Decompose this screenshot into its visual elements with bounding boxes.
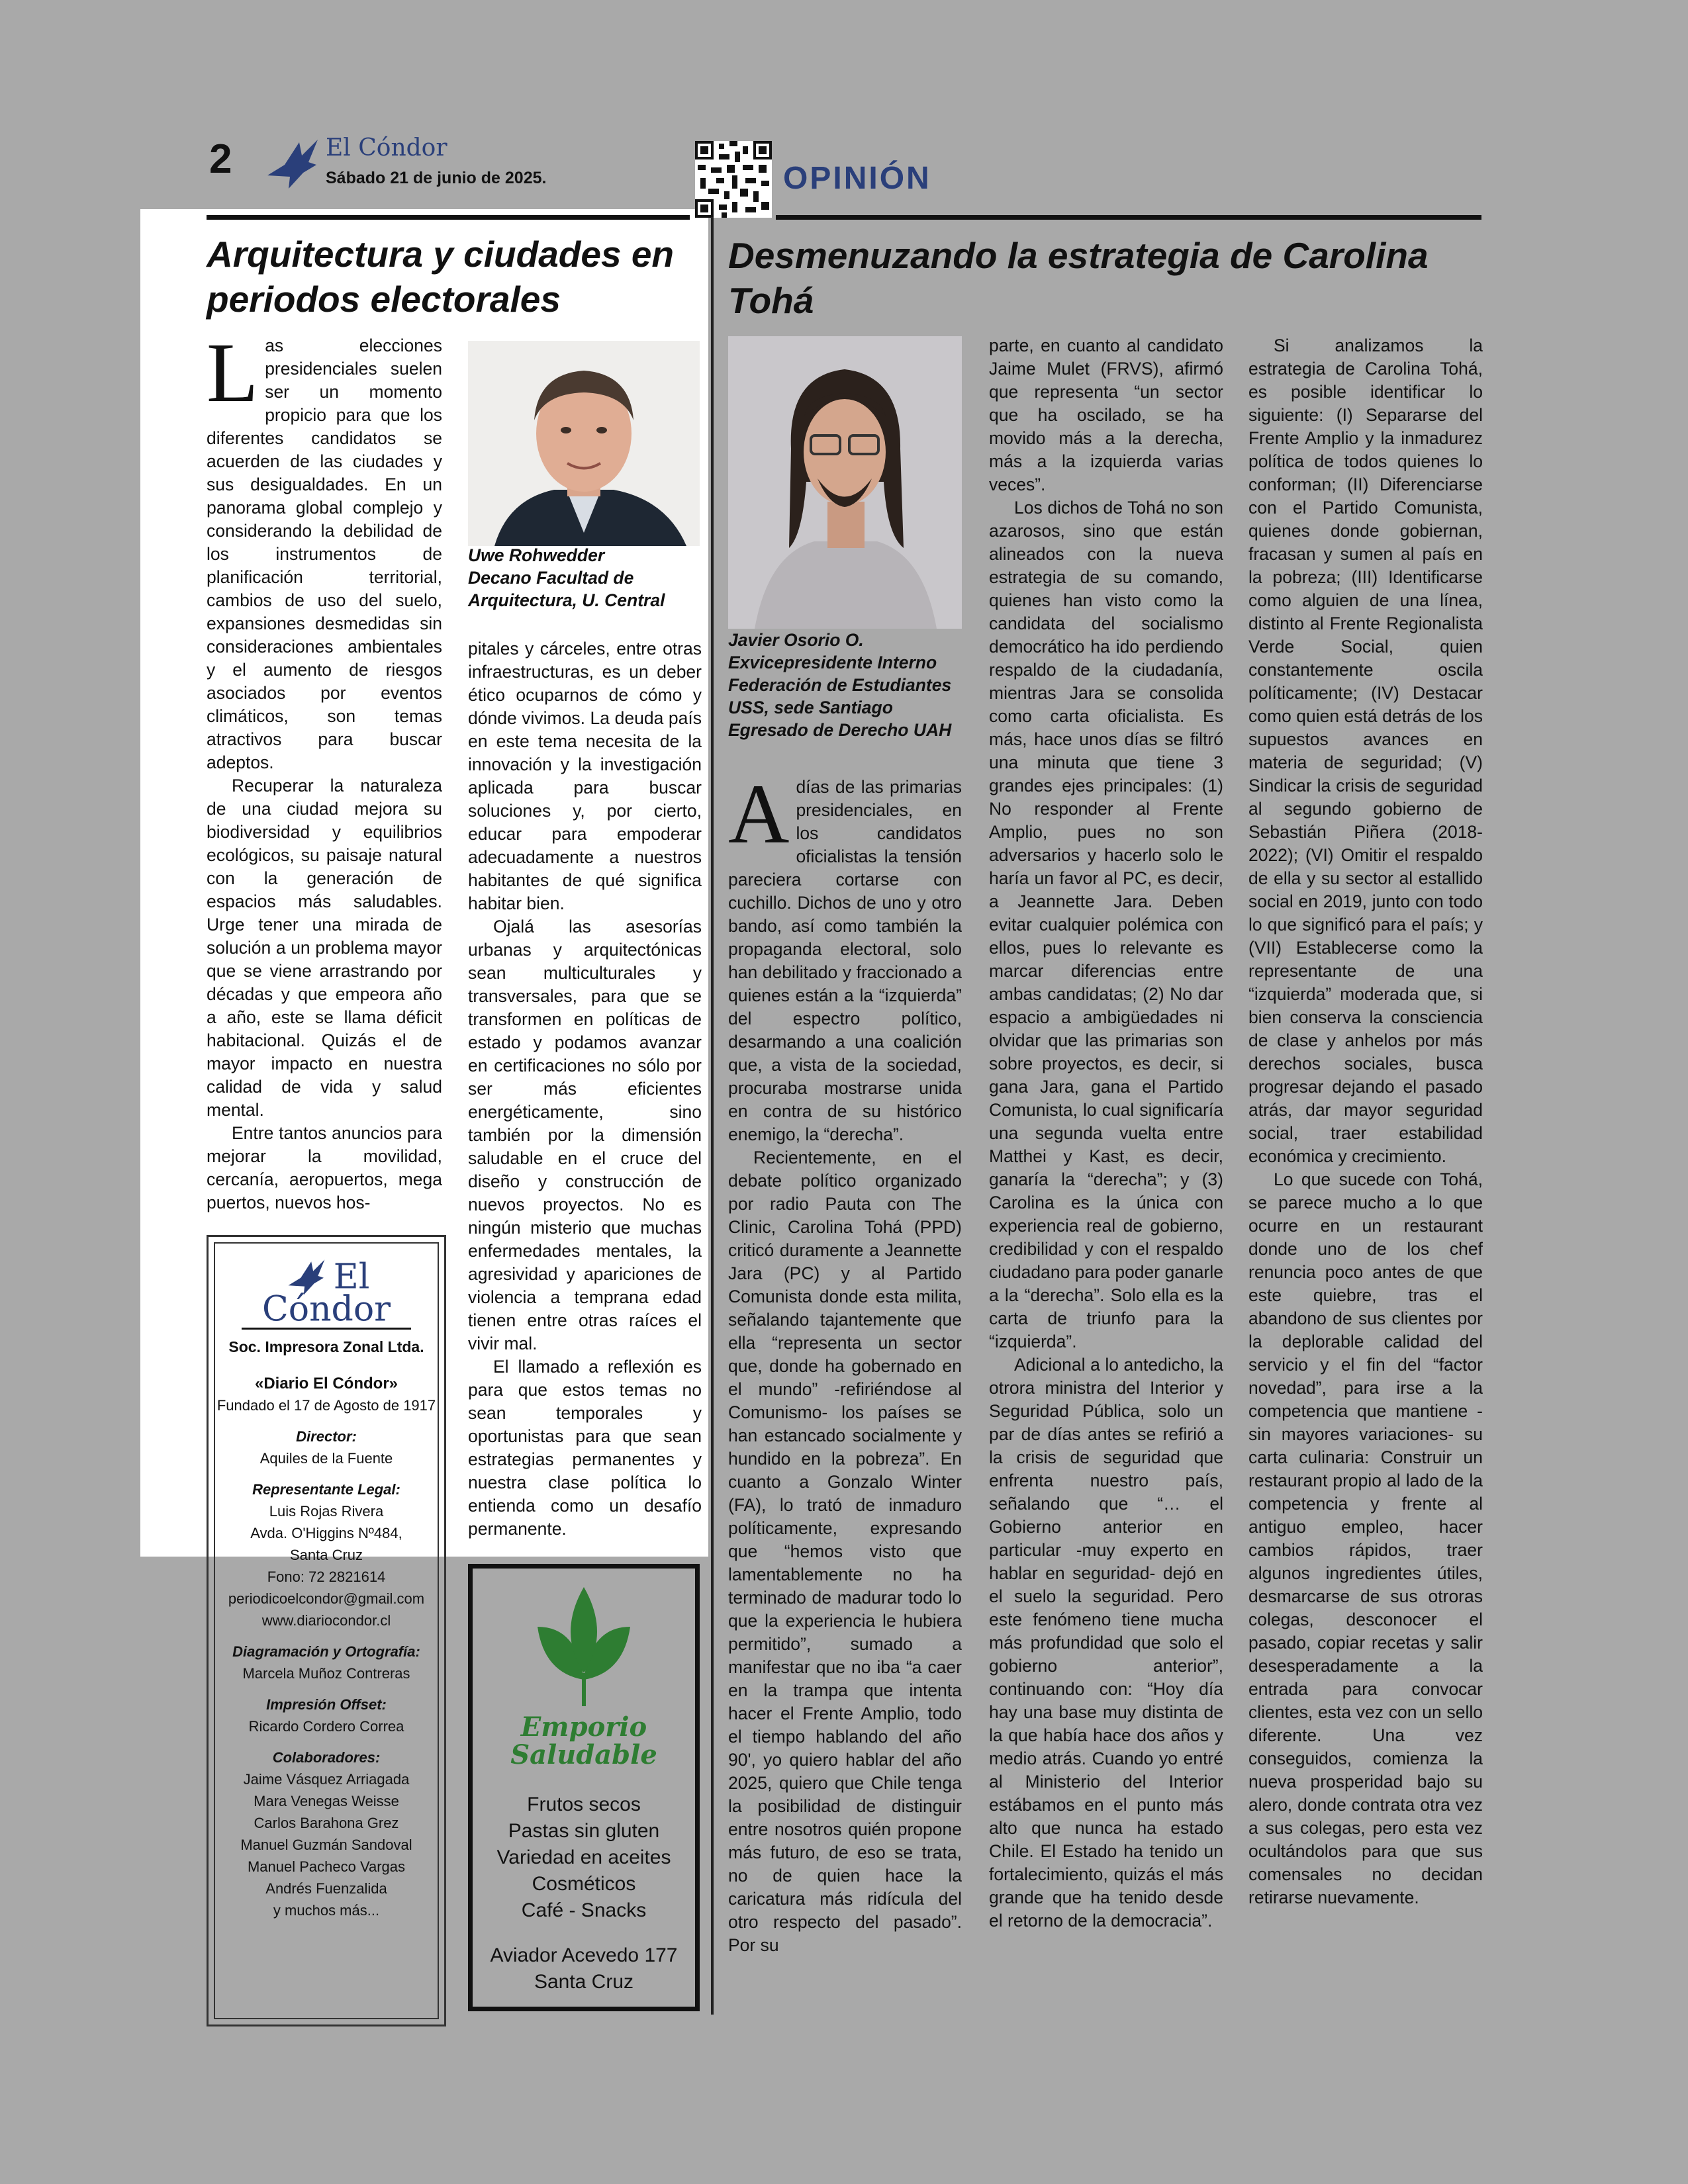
ad-item: Cosméticos	[532, 1873, 636, 1895]
city: Santa Cruz	[289, 1546, 363, 1563]
drop-cap: A	[728, 767, 790, 861]
article1-author-caption: Uwe Rohwedder Decano Facultad de Arquitectura, U. Central	[468, 545, 665, 610]
layout-label: Diagramación y Ortografía:	[232, 1643, 420, 1660]
ad-address: Aviador Acevedo 177 Santa Cruz	[490, 1944, 678, 1993]
print-name: Ricardo Cordero Correa	[248, 1717, 404, 1735]
masthead-box	[207, 1235, 446, 2026]
print-label: Impresión Offset:	[266, 1696, 387, 1713]
header-rule-left	[207, 215, 690, 220]
article2-paragraph: Lo que sucede con Tohá, se parece mucho a lo que ocurre en un restaurant donde uno de los chef renuncia poco antes de que este quiebre, tras el abandono de sus clientes por la deplorable calidad del servicio y el fin del “factor novedad”, para irse a la competencia que mantiene -sin mayores variaciones- su carta culinaria: Construir un restaurant propio al lado de la competencia y frente al antiguo empleo, hacer cambios rápidos, traer algunos ingredientes útiles, desmarcarse de sus otroras colegas, desconocer el pasado, copiar recetas y salir desesperadamente a la entrada para convocar clientes, esta vez con un sello diferente. Una vez conseguidos, comienza la nueva prosperidad bajo su alero, donde contrata otra vez a sus colegas, pero esta vez ocultándolos para que sus comensales no decidan retirarse nuevamente.	[1248, 1169, 1483, 1907]
header-rule-right	[776, 215, 1481, 220]
article2-title: Desmenuzando la estrategia de Carolina Tohá	[728, 235, 1429, 321]
collaborator: Carlos Barahona Grez	[254, 1814, 399, 1831]
legal-label: Representante Legal:	[252, 1480, 400, 1498]
ad-product-list	[473, 1792, 695, 1924]
article1-paragraph: Entre tantos anuncios para mejorar la movilidad, cercanía, aeropuertos, mega puertos, nuevos hos-	[207, 1123, 442, 1212]
phone: Fono: 72 2821614	[267, 1568, 386, 1585]
collaborator: Manuel Pacheco Vargas	[247, 1858, 406, 1875]
legal-representative: Luis Rojas Rivera	[269, 1502, 384, 1520]
author-photo-javier	[728, 336, 962, 629]
drop-cap: L	[207, 326, 259, 420]
author-photo-uwe	[468, 341, 700, 546]
paper-title: «Diario El Cóndor»	[254, 1374, 399, 1392]
collaborator: Jaime Vásquez Arriagada	[243, 1770, 410, 1788]
article2-paragraph: Recientemente, en el debate político organizado por radio Pauta con The Clinic, Carolina Tohá (PPD) criticó duramente a Jeannette Jara (PC) y al Partido Comunista donde esta milita, señalando tajantemente que ella “representa un sector que, donde ha gobernado en el mundo” -refiriéndose al Comunismo- los países se han estancado socialmente y hundido en la pobreza”. En cuanto a Gonzalo Winter (FA), lo trató de inmaduro políticamente, expresando que “hemos visto que lamentablemente no ha terminado de madurar todo lo que la experiencia le hubiera permitido”, sumado a manifestar que no iba “a caer en la trampa que intenta hacer el Frente Amplio, todo el tiempo hablando del año 90', yo quiero hablar del año 2025, quiero que Chile tenga la posibilidad de distinguir entre nosotros quién propone más futuro, de eso se trata, no de quien hace la caricatura más ridícula del otro respecto del pasado”. Por su	[728, 1148, 962, 1955]
ad-item: Pastas sin gluten	[508, 1820, 660, 1842]
qr-code-icon[interactable]	[695, 141, 772, 218]
article2-column-1	[728, 767, 962, 1957]
address: Avda. O'Higgins Nº484,	[250, 1524, 402, 1541]
ad-item: Frutos secos	[527, 1794, 641, 1815]
article2-paragraph: A días de las primarias presidenciales, en los candidatos oficialistas la tensión pareciera cortarse con cuchillo. Dichos de uno y otro bando, así como también la propaganda electoral, solo han debilitado y fraccionado a quienes están a la “izquierda” del espectro político, desarmando a una coalición que, a vista de la sociedad, procuraba mostrarse unida en contra de su histórico enemigo, la “derecha”.	[728, 767, 962, 1144]
collaborator: Mara Venegas Weisse	[254, 1792, 399, 1809]
issue-date: Sábado 21 de junio de 2025.	[326, 169, 547, 187]
collaborator: Andrés Fuenzalida	[265, 1880, 387, 1897]
paper-name: El Cóndor	[326, 134, 447, 161]
company-name: Soc. Impresora Zonal Ltda.	[228, 1338, 424, 1355]
layout-name: Marcela Muñoz Contreras	[242, 1664, 410, 1682]
email-link[interactable]: periodicoelcondor@gmail.com	[228, 1590, 425, 1607]
article1-column-2	[468, 637, 702, 1541]
article2-column-3	[1248, 334, 1483, 1909]
page-number: 2	[209, 136, 232, 182]
article1-paragraph: Las elecciones presidenciales suelen ser un momento propicio para que los diferentes candidatos se acuerden de las ciudades y sus desigualdades. En un panorama global complejo y considerando la debilidad de los instrumentos de planificación territorial, cambios de uso del suelo, expansiones desmedidas sin consideraciones ambientales y el aumento de riesgos asociados por eventos climáticos, son temas atractivos para buscar adeptos.	[207, 326, 442, 772]
director-name: Aquiles de la Fuente	[259, 1449, 393, 1467]
collab-label: Colaboradores:	[272, 1749, 381, 1766]
article1-paragraph: El llamado a reflexión es para que estos temas no sean temporales y oportunistas para que sean estrategias permanentes y nuestra clase política lo entienda como un desafío permanente.	[468, 1357, 702, 1539]
article1-paragraph: Recuperar la naturaleza de una ciudad mejora su biodiversidad y equilibrios ecológicos, su paisaje natural con la generación de espacios más saludables. Urge tener una mirada de solución a un problema mayor que se viene arrastrando por décadas y que empeora año a año, este se llama déficit habitacional. Quizás el de mayor impacto en nuestra calidad de vida y salud mental.	[207, 776, 442, 1120]
column-divider	[711, 217, 714, 2015]
ad-item: Café - Snacks	[521, 1899, 647, 1921]
director-label: Director:	[296, 1428, 357, 1445]
article1-title: Arquitectura y ciudades en periodos electorales	[207, 234, 675, 320]
article2-paragraph: Adicional a lo antedicho, la otrora ministra del Interior y Seguridad Pública, solo un par de días antes se refirió a la crisis de seguridad que enfrenta nuestro país, señalando que “… el Gobierno anterior en particular -muy experto en hablar en seguridad- dejó en el suelo la seguridad. Pero este fenómeno tiene mucha más profundidad que solo el gobierno anterior”, continuando con: “Hoy día hay una base muy distinta de la que había hace dos años y medio atrás. Cuando yo entré al Ministerio del Interior estábamos en el punto más alto que nunca ha estado Chile. El Estado ha tenido un fortalecimiento, quizás el más grande que ha tenido desde el retorno de la democracia”.	[989, 1355, 1223, 1931]
article2-author-caption: Javier Osorio O. Exvicepresidente Interno Federación de Estudiantes USS, sede Santiago Egresado de Derecho UAH	[728, 630, 952, 740]
leaf-logo-icon	[518, 1580, 650, 1713]
collaborator: y muchos más...	[273, 1901, 380, 1919]
collaborator: Manuel Guzmán Sandoval	[240, 1836, 412, 1853]
masthead-logo-text: El Cóndor	[261, 1257, 391, 1330]
article2-column-2	[989, 334, 1223, 1933]
ad-brand: Emporio Saludable	[510, 1711, 657, 1770]
section-label: OPINIÓN	[783, 161, 931, 196]
website-link[interactable]: www.diariocondor.cl	[261, 1612, 391, 1629]
founded-date: Fundado el 17 de Agosto de 1917	[216, 1396, 436, 1414]
article2-paragraph: Los dichos de Tohá no son azarosos, sino que están alineados con la nueva estrategia de su comando, quienes han visto como la candidata del socialismo democrático ha ido perdiendo respaldo de la ciudadanía, mientras Jara se consolida como carta oficialista. Es más, hace unos días se filtró una minuta que tiene 3 grandes ejes principales: (1) No responder al Frente Amplio, pues no son adversarios y hacerlo solo le haría un favor al PC, es decir, a Jeannette Jara. Deben evitar cualquier polémica con ellos, pues lo relevante es marcar diferencias entre ambas candidatas; (2) No dar espacio a ambigüedades ni olvidar que las primarias son sobre proyectos, es decir, si gana Jara, gana el Partido Comunista, lo cual significaría una segunda vuelta entre Matthei y Kast, es decir, ganaría la “derecha”; y (3) Carolina es la única con experiencia real de gobierno, credibilidad y con el respaldo ciudadano para poder ganarle a la “derecha”. Solo ella es la carta de triunfo para la “izquierda”.	[989, 498, 1223, 1351]
article2-paragraph: Si analizamos la estrategia de Carolina Tohá, es posible identificar lo siguiente: (I) Separarse del Frente Amplio y la inmadurez política de todos quienes lo conforman; (II) Diferenciarse con el Partido Comunista, quienes donde gobiernan, fracasan y sumen al país en la pobreza; (III) Identificarse como alguien de una línea, distinto al Frente Regionalista Verde Social, quien constantemente oscila políticamente; (IV) Destacar como quien está detrás de los supuestos avances en materia de seguridad; (V) Sindicar la crisis de seguridad al segundo gobierno de Sebastián Piñera (2018-2022); (VI) Omitir el respaldo de ella y su sector al estallido social en 2019, junto con todo lo que significó para el país; y (VII) Establecerse como la representante de una “izquierda” moderada que, si bien conserva la consciencia de clase y anhelos por más derechos sociales, busca progresar dejando el pasado atrás, dar mayor seguridad social, traer estabilidad económica y crecimiento.	[1248, 336, 1483, 1166]
article1-column-1	[207, 326, 442, 1214]
emporio-saludable-ad[interactable]	[468, 1564, 700, 2011]
condor-logo-icon	[265, 136, 320, 193]
ad-item: Variedad en aceites	[496, 1846, 671, 1868]
article1-paragraph: Ojalá las asesorías urbanas y arquitectónicas sean multiculturales y transversales, para que se transformen en políticas de estado y podamos avanzar en certificaciones no sólo por ser más eficientes energéticamente, sino también por la dimensión saludable en el cruce del diseño y construcción de nuevos proyectos. No es ningún misterio que muchas enfermedades mentales, la agresividad y apariciones de violencia a temprana edad tienen entre otras raíces el vivir mal.	[468, 917, 702, 1353]
article2-paragraph: parte, en cuanto al candidato Jaime Mulet (FRVS), afirmó que representa “un sector que ha oscilado, se ha movido más a la derecha, más a la izquierda varias veces”.	[989, 336, 1223, 494]
article1-paragraph: pitales y cárceles, entre otras infraestructuras, es un deber ético ocuparnos de cómo y dónde vivimos. La deuda país en este tema necesita de la innovación y la investigación aplicada para buscar soluciones y, por cierto, educar para empoderar adecuadamente a nuestros habitantes de qué significa habitar bien.	[468, 639, 702, 913]
